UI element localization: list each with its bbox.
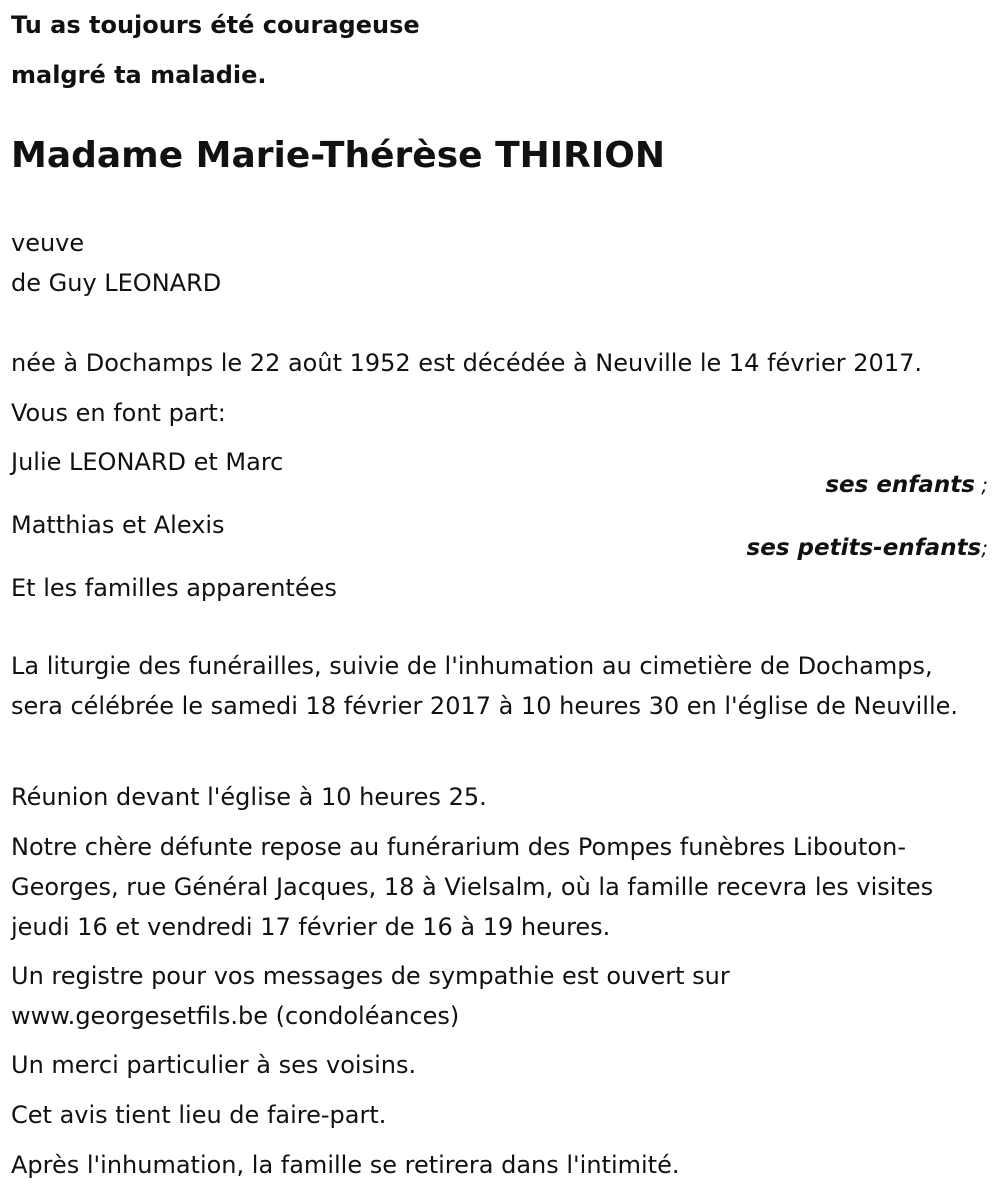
notice-paragraph: Cet avis tient lieu de faire-part.: [11, 1101, 387, 1129]
status-line-1: veuve: [11, 229, 85, 257]
meeting-paragraph: Réunion devant l'église à 10 heures 25.: [11, 783, 487, 811]
grandchildren-role: [747, 533, 988, 563]
children-role-label: ses enfants: [825, 472, 975, 498]
relatives-line: Et les familles apparentées: [11, 574, 337, 602]
thanks-paragraph: Un merci particulier à ses voisins.: [11, 1051, 417, 1079]
notify-intro: Vous en font part:: [11, 399, 226, 427]
status-line-2: de Guy LEONARD: [11, 269, 222, 297]
deceased-name: Madame Marie-Thérèse THIRION: [11, 135, 665, 176]
children-role: [825, 470, 988, 500]
grandchildren-role-separator: ;: [981, 536, 988, 560]
birth-death-line: née à Dochamps le 22 août 1952 est décédée à Neuville le 14 février 2017.: [11, 349, 922, 377]
grandchildren-role-label: ses petits-enfants: [746, 535, 982, 561]
children-role-separator: ;: [974, 473, 988, 497]
intro-line-1: Tu as toujours été courageuse: [11, 11, 420, 39]
register-paragraph: Un registre pour vos messages de sympathie est ouvert sur www.georgesetfils.be (condoléances): [11, 962, 730, 1030]
funeral-paragraph: La liturgie des funérailles, suivie de l'inhumation au cimetière de Dochamps, sera célébrée le samedi 18 février 2017 à 10 heures 30 en l'église de Neuville.: [11, 652, 959, 720]
closing-paragraph: Après l'inhumation, la famille se retirera dans l'intimité.: [11, 1151, 680, 1179]
grandchildren-names: Matthias et Alexis: [11, 511, 225, 539]
repose-paragraph: Notre chère défunte repose au funérarium des Pompes funèbres Libouton-Georges, rue Général Jacques, 18 à Vielsalm, où la famille recevra les visites jeudi 16 et vendredi 17 février de 16 à 19 heures.: [11, 833, 934, 941]
children-names: Julie LEONARD et Marc: [11, 448, 284, 476]
intro-line-2: malgré ta maladie.: [11, 61, 267, 89]
